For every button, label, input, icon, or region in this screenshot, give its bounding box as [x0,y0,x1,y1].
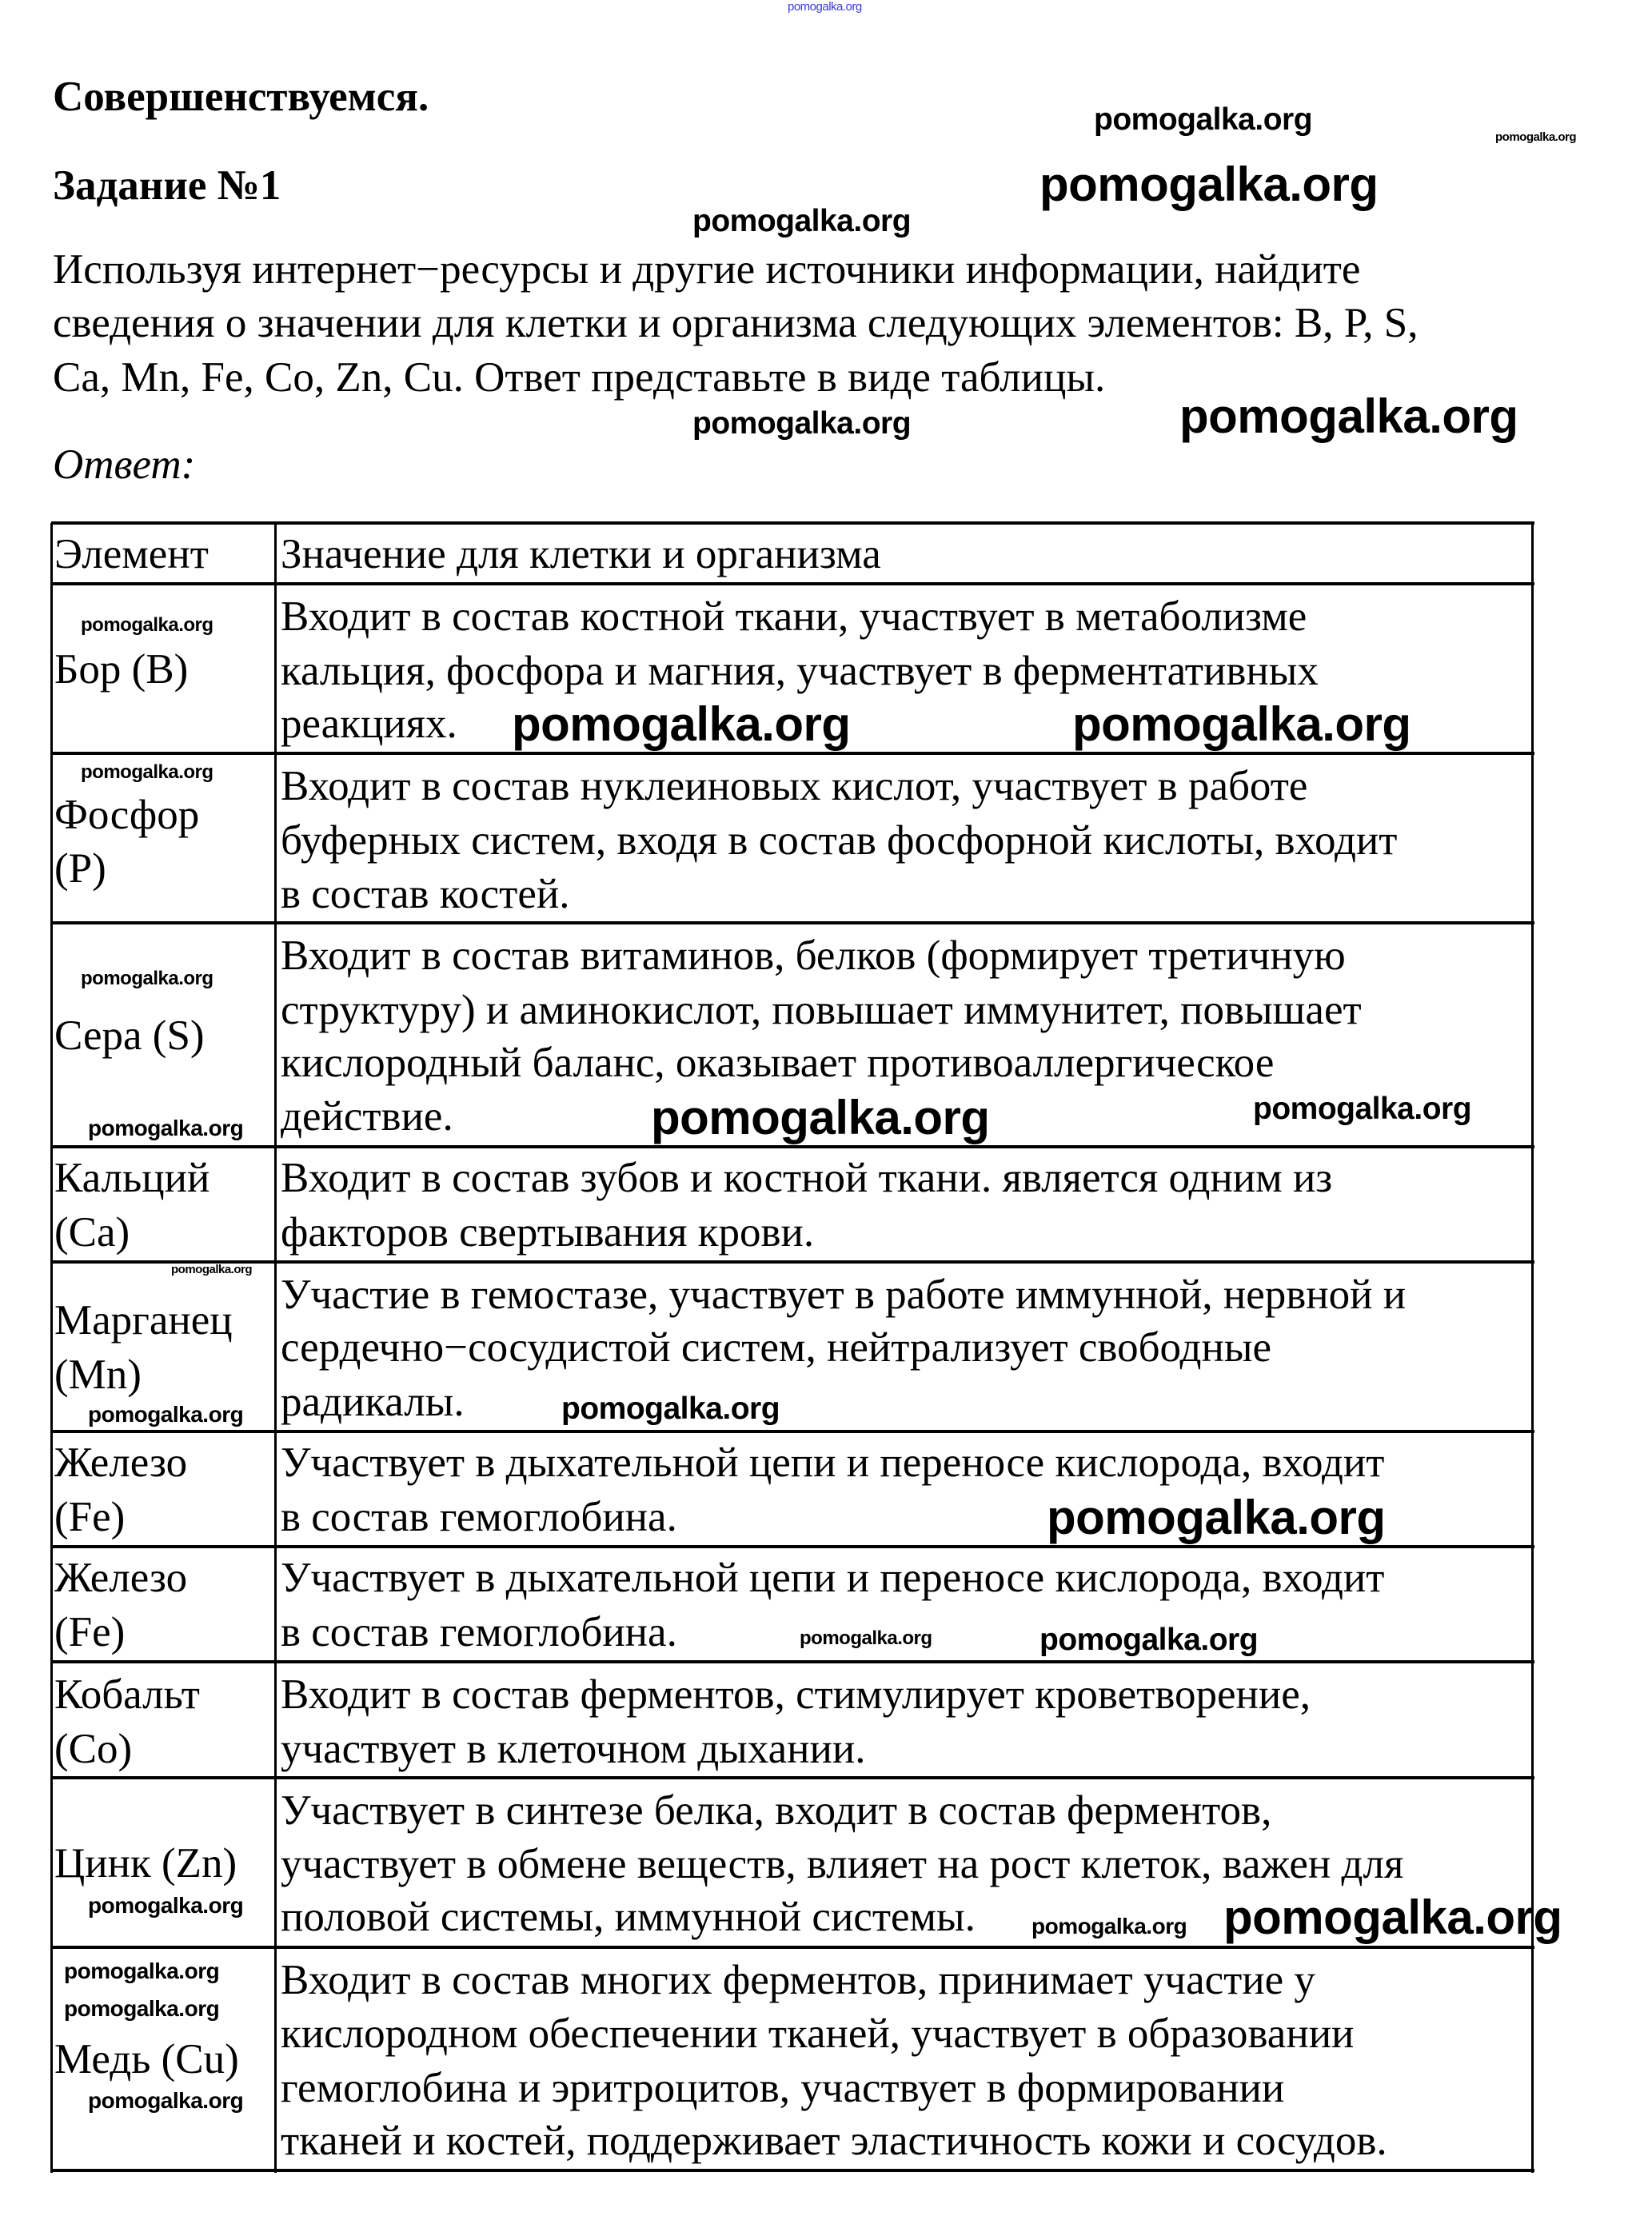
watermark: pomogalka.org [64,1958,220,1983]
watermark: pomogalka.org [692,406,912,441]
element-name: Цинк (Zn) [54,1840,237,1887]
watermark: pomogalka.org [1179,389,1518,443]
element-meaning: Участвует в дыхательной цепи и переносе кислорода, входит [281,1439,1385,1486]
element-meaning: Входит в состав костной ткани, участвует в метаболизме [281,593,1307,640]
element-meaning: сердечно−сосудистой систем, нейтрализует свободные [281,1324,1271,1371]
section-heading: Совершенствуемся. [53,74,429,120]
watermark: pomogalka.org [651,1091,990,1144]
element-meaning: реакциях. [281,701,457,747]
element-name: Марганец [54,1297,233,1344]
element-name: (P) [54,845,106,892]
element-meaning: Входит в состав многих ферментов, принимает участие у [281,1957,1315,2003]
task-text-line: Ca, Mn, Fe, Co, Zn, Cu. Ответ представьте в виде таблицы. [53,354,1106,401]
column-header-meaning: Значение для клетки и организма [281,531,881,577]
column-header-element: Элемент [54,531,209,577]
watermark: pomogalka.org [1223,1891,1562,1944]
element-meaning: радикалы. [281,1379,465,1425]
watermark: pomogalka.org [81,761,213,783]
watermark: pomogalka.org [1047,1491,1386,1544]
element-name: Медь (Cu) [54,2036,239,2082]
watermark: pomogalka.org [171,1263,253,1276]
element-meaning: Входит в состав ферментов, стимулирует кроветворение, [281,1671,1311,1718]
watermark: pomogalka.org [88,1116,244,1140]
watermark: pomogalka.org [88,1893,244,1918]
watermark: pomogalka.org [1039,1623,1259,1657]
watermark: pomogalka.org [512,697,851,751]
watermark: pomogalka.org [788,0,862,14]
table-border [274,523,277,2173]
element-name: (Ca) [54,1209,130,1256]
element-name: Кобальт [54,1671,200,1718]
element-name: (Co) [54,1726,133,1772]
element-meaning: факторов свертывания крови. [281,1209,815,1256]
watermark: pomogalka.org [88,1402,244,1427]
watermark: pomogalka.org [1072,697,1411,751]
table-border [50,523,53,2173]
element-meaning: кислородный баланс, оказывает противоаллергическое [281,1040,1275,1086]
element-meaning: кальция, фосфора и магния, участвует в ферментативных [281,648,1319,694]
watermark: pomogalka.org [88,2088,244,2113]
task-title: Задание №1 [53,162,281,209]
element-name: (Mn) [54,1352,142,1398]
element-meaning: половой системы, иммунной системы. [281,1894,976,1940]
watermark: pomogalka.org [1032,1914,1187,1939]
element-meaning: буферных систем, входя в состав фосфорной кислоты, входит [281,817,1398,864]
watermark: pomogalka.org [692,204,912,238]
element-meaning: Участвует в дыхательной цепи и переносе кислорода, входит [281,1555,1385,1601]
element-meaning: в состав гемоглобина. [281,1494,677,1540]
watermark: pomogalka.org [800,1627,932,1649]
element-meaning: участвует в клеточном дыхании. [281,1726,866,1772]
task-text-line: сведения о значении для клетки и организма следующих элементов: B, P, S, [53,300,1419,346]
element-name: (Fe) [54,1494,126,1540]
element-meaning: Участвует в синтезе белка, входит в состав ферментов, [281,1787,1272,1834]
watermark: pomogalka.org [1253,1092,1472,1126]
element-meaning: действие. [281,1093,453,1140]
watermark: pomogalka.org [81,968,213,989]
element-meaning: Входит в состав нуклеиновых кислот, участвует в работе [281,763,1308,809]
element-name: Сера (S) [54,1012,205,1059]
element-meaning: Участие в гемостазе, участвует в работе иммунной, нервной и [281,1272,1407,1318]
element-meaning: Входит в состав зубов и костной ткани. является одним из [281,1155,1333,1201]
answer-label: Ответ: [53,441,196,488]
element-name: Бор (B) [54,646,189,693]
element-meaning: в состав костей. [281,871,570,917]
element-meaning: тканей и костей, поддерживает эластичность кожи и сосудов. [281,2118,1387,2164]
watermark: pomogalka.org [64,1996,220,2021]
element-name: Фосфор [54,792,200,838]
element-meaning: в состав гемоглобина. [281,1609,677,1655]
watermark: pomogalka.org [1039,158,1379,211]
element-meaning: участвует в обмене веществ, влияет на рост клеток, важен для [281,1841,1404,1887]
element-name: (Fe) [54,1609,126,1655]
element-meaning: гемоглобина и эритроцитов, участвует в формировании [281,2065,1285,2111]
task-text-line: Используя интернет−ресурсы и другие источники информации, найдите [53,246,1361,293]
element-meaning: Входит в состав витаминов, белков (формирует третичную [281,932,1346,979]
element-name: Железо [54,1555,188,1601]
watermark: pomogalka.org [561,1391,780,1426]
element-name: Железо [54,1439,188,1486]
watermark: pomogalka.org [81,614,213,636]
element-meaning: кислородном обеспечении тканей, участвует в образовании [281,2010,1355,2057]
watermark: pomogalka.org [1094,102,1313,137]
element-meaning: структуру) и аминокислот, повышает иммунитет, повышает [281,987,1362,1033]
watermark: pomogalka.org [1495,130,1577,144]
element-name: Кальций [54,1155,210,1201]
